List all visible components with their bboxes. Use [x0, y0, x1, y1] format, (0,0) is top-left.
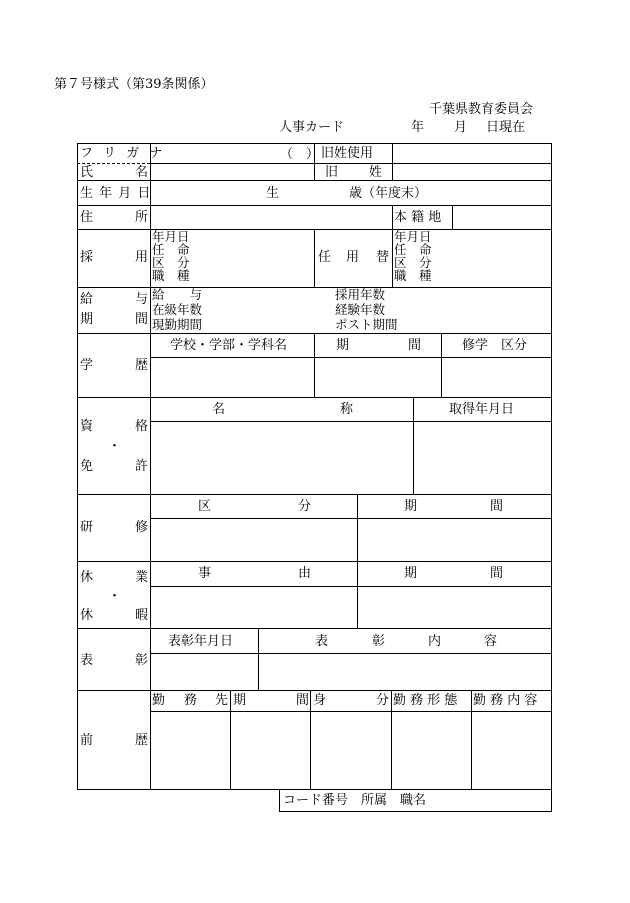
license-label-2: 格	[135, 419, 149, 434]
education-label-1: 学	[80, 358, 94, 373]
domicile-label: 本 籍 地	[394, 210, 442, 225]
career-label-2: 歴	[135, 733, 149, 748]
salary-label-2a: 期	[80, 312, 94, 327]
education-col-status: 修学 区分	[462, 338, 528, 353]
career-col-workplace-1: 勤	[152, 693, 166, 708]
born-label: 生	[266, 186, 280, 201]
training-col-type-2: 分	[298, 499, 312, 514]
education-col-period-1: 期	[336, 338, 350, 353]
hiring-field: 任 命	[152, 242, 190, 257]
career-col-status-2: 分	[376, 693, 390, 708]
transfer-label-3: 替	[376, 250, 390, 265]
transfer-field: 年月日	[394, 229, 432, 244]
salary-label-1a: 給	[80, 292, 94, 307]
name-label-2: 名	[135, 165, 149, 180]
transfer-label-2: 用	[346, 250, 360, 265]
date-month: 月	[454, 120, 468, 135]
license-col-name-1: 名	[212, 402, 226, 417]
training-col-period-1: 期	[404, 499, 418, 514]
awards-col-date: 表彰年月日	[168, 634, 234, 649]
awards-col-content: 容	[484, 634, 498, 649]
furigana-label: フ リ ガ ナ	[80, 146, 166, 161]
license-col-date: 取得年月日	[449, 402, 515, 417]
salary-field: 現勤期間	[152, 317, 203, 332]
hiring-field: 職 種	[152, 268, 190, 283]
career-col-workplace-3: 先	[215, 693, 229, 708]
leave-col-period-1: 期	[404, 566, 418, 581]
awards-col-content: 表	[315, 634, 329, 649]
leave-label-1: 休	[80, 570, 94, 585]
date-year: 年	[411, 120, 425, 135]
date-day: 日現在	[486, 120, 526, 135]
age-label: 歳（年度末）	[349, 186, 428, 201]
card-title: 人事カード	[279, 120, 345, 135]
maiden-used-label: 旧姓使用	[321, 146, 374, 161]
leave-label-4: 暇	[135, 608, 149, 623]
transfer-label-1: 任	[318, 250, 332, 265]
salary-field: 在級年数	[152, 302, 203, 317]
career-col-period-1: 期	[233, 693, 247, 708]
maiden-label-1: 旧	[325, 165, 339, 180]
license-dot: ・	[108, 439, 122, 454]
career-col-workplace-2: 務	[184, 693, 198, 708]
form-number: 第７号様式（第39条関係）	[54, 77, 214, 92]
training-label-2: 修	[135, 520, 149, 535]
license-label-1: 資	[80, 419, 94, 434]
code-row-label: コード番号 所属 職名	[283, 793, 427, 808]
leave-label-2: 業	[135, 570, 149, 585]
training-col-period-2: 間	[490, 499, 504, 514]
leave-col-period-2: 間	[490, 566, 504, 581]
birth-label: 生 年 月 日	[80, 186, 152, 201]
awards-col-content: 彰	[372, 634, 386, 649]
awards-label-2: 彰	[135, 653, 149, 668]
address-label-1: 住	[80, 210, 94, 225]
salary-field: ポスト期間	[335, 317, 398, 332]
career-label-1: 前	[80, 733, 94, 748]
salary-label-1b: 与	[135, 292, 149, 307]
hiring-label-1: 採	[80, 250, 94, 265]
name-paren: （ ）	[280, 147, 320, 162]
license-label-4: 許	[135, 459, 149, 474]
hiring-field: 年月日	[152, 229, 190, 244]
career-col-duty: 勤 務 内 容	[473, 693, 538, 708]
license-col-name-2: 称	[340, 402, 354, 417]
awards-col-content: 内	[428, 634, 442, 649]
hiring-label-2: 用	[135, 250, 149, 265]
career-col-form: 勤 務 形 態	[393, 693, 458, 708]
training-col-type-1: 区	[198, 499, 212, 514]
leave-dot: ・	[108, 589, 122, 604]
leave-col-reason-1: 事	[198, 566, 212, 581]
salary-field: 採用年数	[335, 287, 386, 302]
salary-field: 給 与	[152, 287, 203, 302]
leave-col-reason-2: 由	[298, 566, 312, 581]
career-col-period-2: 間	[296, 693, 310, 708]
transfer-field: 職 種	[394, 268, 432, 283]
awards-label-1: 表	[80, 653, 94, 668]
education-label-2: 歴	[135, 358, 149, 373]
leave-label-3: 休	[80, 608, 94, 623]
hiring-field: 区 分	[152, 255, 190, 270]
salary-label-2b: 間	[135, 312, 149, 327]
career-col-status-1: 身	[313, 693, 327, 708]
name-label-1: 氏	[80, 165, 94, 180]
issuer: 千葉県教育委員会	[429, 102, 534, 117]
address-label-2: 所	[135, 210, 149, 225]
education-col-school: 学校・学部・学科名	[170, 338, 288, 353]
transfer-field: 任 命	[394, 242, 432, 257]
salary-field: 経験年数	[335, 302, 386, 317]
training-label-1: 研	[80, 520, 94, 535]
transfer-field: 区 分	[394, 255, 432, 270]
education-col-period-2: 間	[408, 338, 422, 353]
license-label-3: 免	[80, 459, 94, 474]
maiden-label-2: 姓	[369, 165, 383, 180]
